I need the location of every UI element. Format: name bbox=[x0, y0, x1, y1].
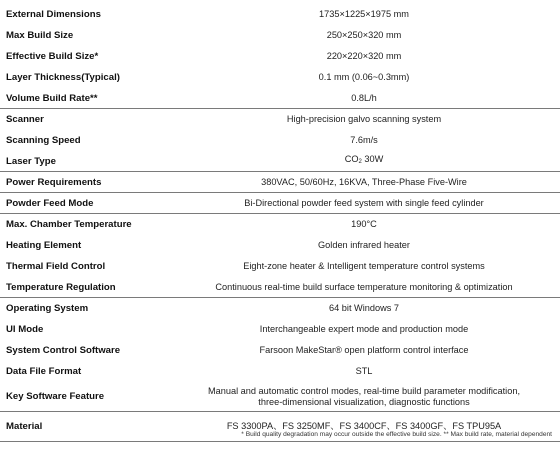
spec-row-powder-feed-mode bbox=[0, 193, 560, 214]
spec-label: Powder Feed Mode bbox=[6, 197, 94, 209]
spec-row-layer-thickness bbox=[0, 67, 560, 88]
spec-value: 0.1 mm (0.06~0.3mm) bbox=[318, 72, 410, 82]
spec-value: Interchangeable expert mode and production mode bbox=[259, 324, 469, 334]
spec-label: Layer Thickness(Typical) bbox=[6, 72, 120, 83]
spec-label: UI Mode bbox=[6, 324, 44, 335]
spec-value-line: three-dimensional visualization, diagnostic functions bbox=[258, 396, 470, 407]
footnote: * Build quality degradation may occur outside the effective build size. ** Max build rate, material dependent bbox=[241, 431, 552, 438]
spec-row-effective-build-size bbox=[0, 46, 560, 67]
spec-row-heating-element bbox=[0, 235, 560, 256]
spec-value: 7.6m/s bbox=[350, 135, 378, 145]
spec-value: STL bbox=[355, 366, 373, 376]
spec-value: 190°C bbox=[351, 219, 377, 229]
spec-value: FS 3300PA、FS 3250MF、FS 3400CF、FS 3400GF、FS TPU95A bbox=[226, 421, 502, 431]
spec-label: Data File Format bbox=[6, 366, 82, 377]
spec-label: Max. Chamber Temperature bbox=[6, 219, 132, 230]
spec-label: Scanning Speed bbox=[6, 135, 81, 146]
spec-value: 1735×1225×1975 mm bbox=[319, 9, 409, 19]
spec-value-suffix: 30W bbox=[361, 154, 384, 164]
spec-value-subscript: 2 bbox=[358, 159, 362, 165]
spec-value: 0.8L/h bbox=[351, 92, 377, 103]
spec-value: 64 bit Windows 7 bbox=[329, 303, 399, 313]
spec-row-thermal-field-control bbox=[0, 256, 560, 277]
spec-row-max-build-size bbox=[0, 25, 560, 46]
spec-label: Laser Type bbox=[6, 155, 56, 167]
spec-value-line: Manual and automatic control modes, real-time build parameter modification, bbox=[207, 385, 521, 396]
spec-label: Operating System bbox=[6, 303, 89, 314]
spec-value bbox=[182, 386, 560, 408]
spec-row-power-requirements bbox=[0, 172, 560, 193]
spec-row-external-dimensions bbox=[0, 4, 560, 25]
spec-row-laser-type bbox=[0, 151, 560, 172]
spec-label: Max Build Size bbox=[6, 30, 74, 41]
spec-row-ui-mode bbox=[0, 319, 560, 340]
spec-table bbox=[0, 4, 560, 442]
spec-label: Key Software Feature bbox=[6, 391, 105, 402]
spec-value: 380VAC, 50/60Hz, 16KVA, Three-Phase Five-Wire bbox=[261, 176, 467, 187]
spec-label: Scanner bbox=[6, 114, 44, 125]
spec-value: High-precision galvo scanning system bbox=[286, 114, 442, 124]
spec-row-volume-build-rate bbox=[0, 88, 560, 109]
spec-label: External Dimensions bbox=[6, 9, 101, 20]
spec-label: Temperature Regulation bbox=[6, 281, 116, 293]
spec-value: Farsoon MakeStar® open platform control interface bbox=[259, 345, 469, 355]
spec-value: Eight-zone heater & Intelligent temperature control systems bbox=[243, 261, 485, 271]
spec-label: Effective Build Size* bbox=[6, 51, 99, 62]
spec-row-max-chamber-temperature bbox=[0, 214, 560, 235]
spec-row-operating-system bbox=[0, 298, 560, 319]
spec-row-scanner bbox=[0, 109, 560, 130]
spec-row-temperature-regulation bbox=[0, 277, 560, 298]
spec-row-scanning-speed bbox=[0, 130, 560, 151]
spec-label: System Control Software bbox=[6, 345, 121, 356]
spec-row-system-control-software bbox=[0, 340, 560, 361]
spec-label: Thermal Field Control bbox=[6, 261, 106, 272]
spec-value: Bi-Directional powder feed system with single feed cylinder bbox=[244, 197, 484, 208]
spec-value-prefix: CO bbox=[344, 154, 359, 164]
spec-row-data-file-format bbox=[0, 361, 560, 382]
spec-label: Heating Element bbox=[6, 240, 82, 251]
spec-label: Material bbox=[6, 421, 43, 432]
spec-label: Volume Build Rate** bbox=[6, 92, 98, 104]
spec-row-key-software-feature bbox=[0, 382, 560, 412]
spec-value: 220×220×320 mm bbox=[326, 51, 402, 61]
spec-value: Golden infrared heater bbox=[318, 240, 410, 250]
spec-value: 250×250×320 mm bbox=[326, 30, 402, 40]
spec-value bbox=[182, 154, 560, 168]
spec-label: Power Requirements bbox=[6, 176, 102, 188]
spec-value: Continuous real-time build surface temperature monitoring & optimization bbox=[215, 281, 513, 292]
